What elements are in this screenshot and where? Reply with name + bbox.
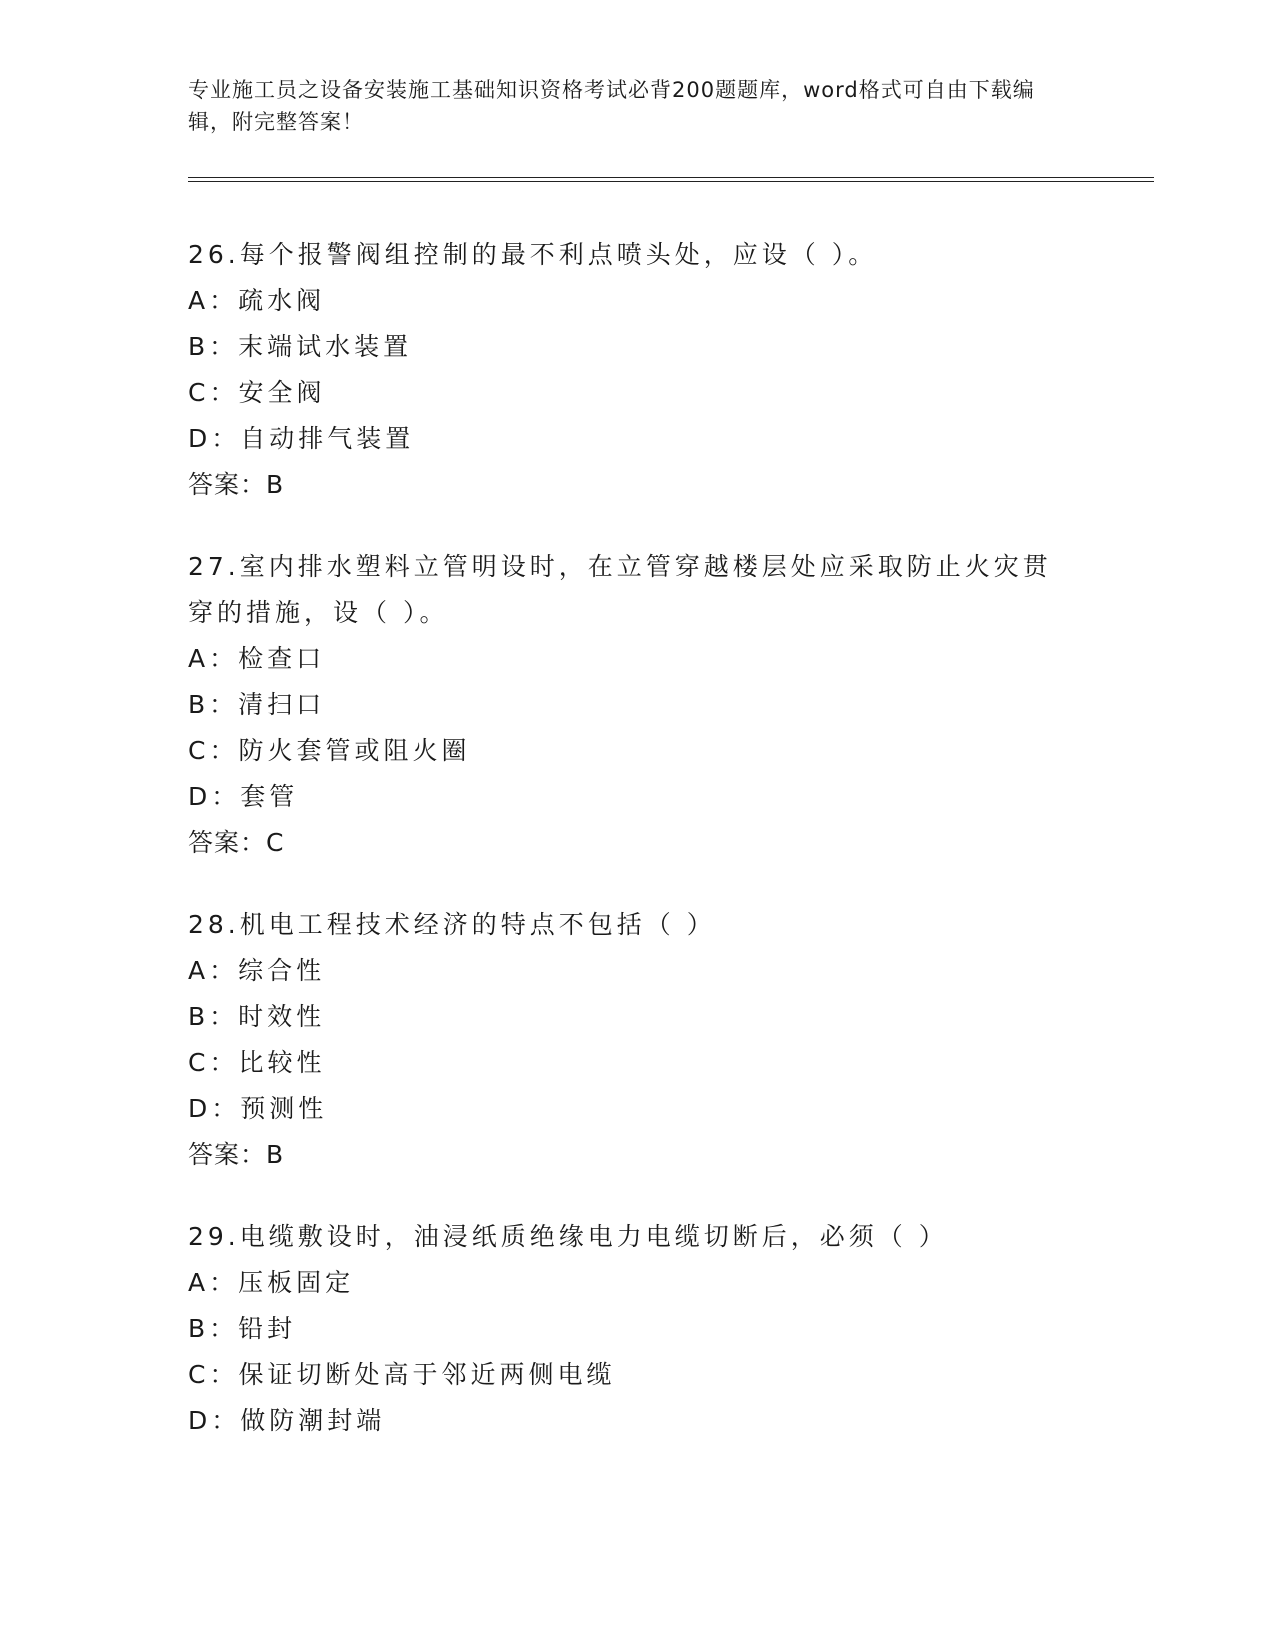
question-27 [188,544,1088,866]
answer: 答案：B [188,1140,285,1169]
option-b: B：时效性 [188,1002,326,1031]
option-c: C：比较性 [188,1048,326,1077]
option-a: A：检查口 [188,644,326,673]
option-d: D：自动排气装置 [188,424,415,453]
question-text: 26.每个报警阀组控制的最不利点喷头处，应设（ ）。 [188,240,878,269]
option-b: B：清扫口 [188,690,326,719]
question-26 [188,232,1088,508]
option-c: C：安全阀 [188,378,326,407]
option-d: D：预测性 [188,1094,328,1123]
question-text: 28.机电工程技术经济的特点不包括（ ） [188,910,716,939]
option-d: D：套管 [188,782,299,811]
option-c: C：保证切断处高于邻近两侧电缆 [188,1360,616,1389]
header-title: 专业施工员之设备安装施工基础知识资格考试必背200题题库，word格式可自由下载编辑，附完整答案！ [188,78,1035,134]
option-a: A：综合性 [188,956,326,985]
question-29 [188,1214,1088,1444]
answer: 答案：C [188,828,285,857]
question-text: 29.电缆敷设时，油浸纸质绝缘电力电缆切断后，必须（ ） [188,1222,948,1251]
header-divider [188,177,1154,182]
question-28 [188,902,1088,1178]
option-a: A：疏水阀 [188,286,326,315]
question-list [188,232,1088,1480]
option-c: C：防火套管或阻火圈 [188,736,471,765]
document-header [188,74,1068,138]
option-d: D：做防潮封端 [188,1406,386,1435]
question-text: 27.室内排水塑料立管明设时，在立管穿越楼层处应采取防止火灾贯穿的措施，设（ ）。 [188,552,1052,627]
option-a: A：压板固定 [188,1268,355,1297]
answer: 答案：B [188,470,285,499]
option-b: B：末端试水装置 [188,332,413,361]
option-b: B：铅封 [188,1314,297,1343]
